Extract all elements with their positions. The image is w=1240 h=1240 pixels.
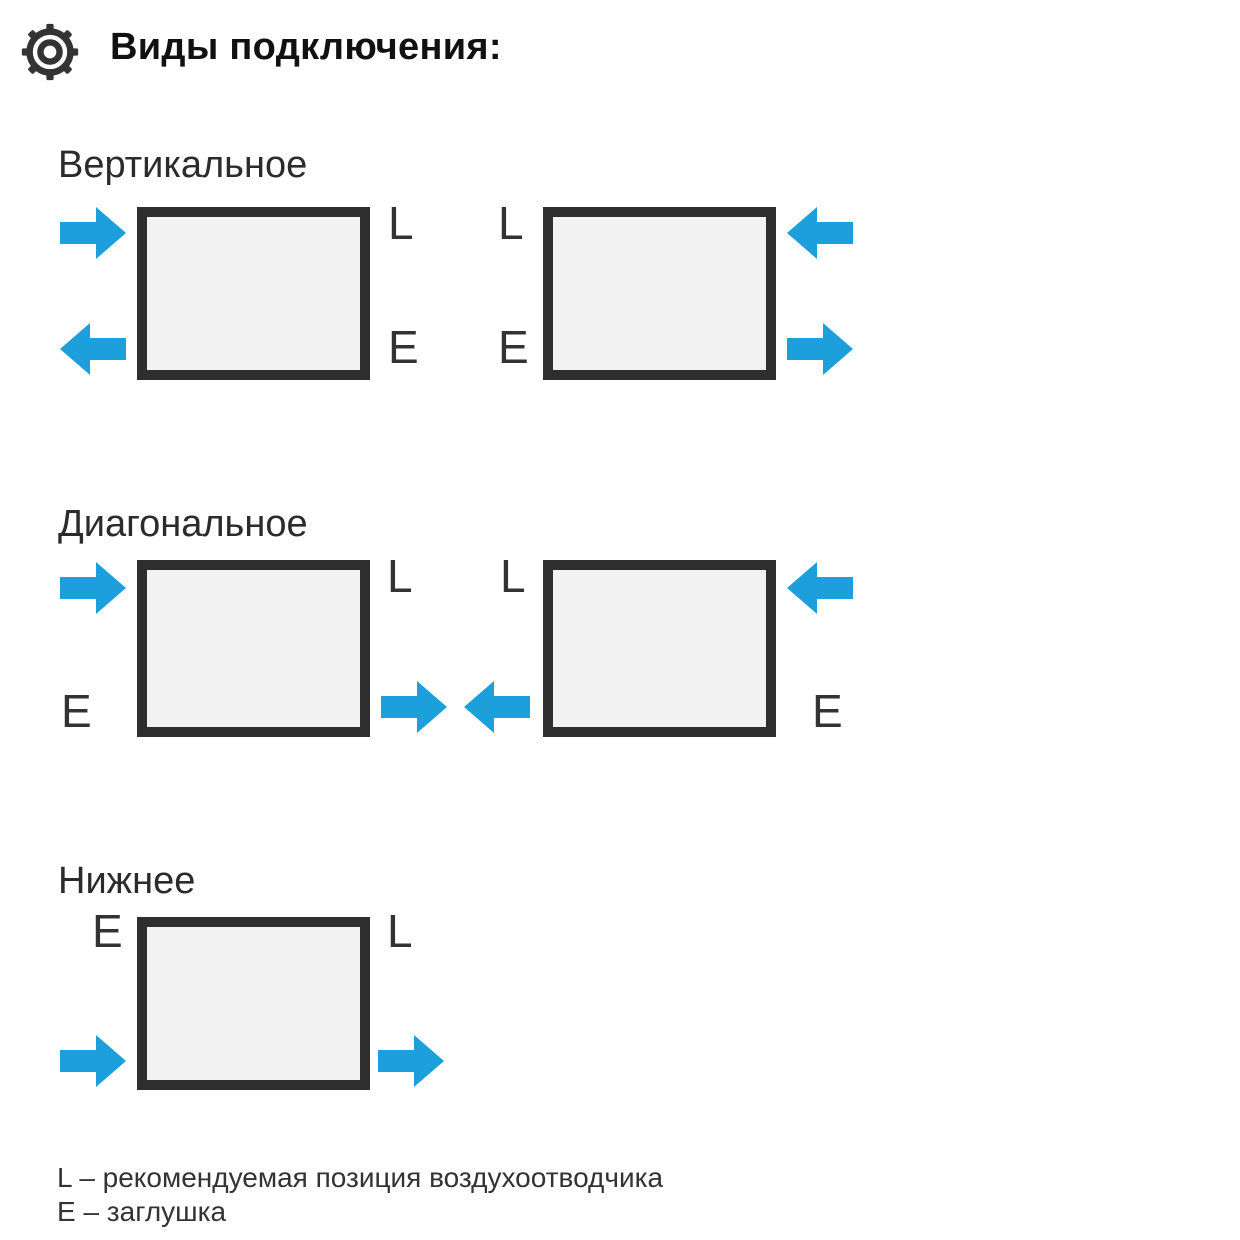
port-label-plug: E	[61, 685, 92, 737]
radiator-box	[543, 207, 776, 380]
flow-out-arrow-icon	[378, 1035, 444, 1087]
section-heading-diagonal: Диагональное	[58, 503, 308, 545]
radiator-box	[137, 207, 370, 380]
flow-out-arrow-icon	[464, 681, 530, 733]
section-heading-bottom: Нижнее	[58, 860, 196, 902]
port-label-air-vent: L	[387, 905, 413, 957]
flow-in-arrow-icon	[60, 562, 126, 614]
port-label-plug: E	[92, 905, 123, 957]
port-label-air-vent: L	[387, 550, 413, 602]
radiator-box	[137, 917, 370, 1090]
port-label-air-vent: L	[388, 197, 414, 249]
flow-in-arrow-icon	[60, 1035, 126, 1087]
flow-in-arrow-icon	[787, 562, 853, 614]
port-label-air-vent: L	[498, 197, 524, 249]
radiator-box	[543, 560, 776, 737]
flow-in-arrow-icon	[787, 207, 853, 259]
legend	[57, 1161, 663, 1229]
port-label-plug: E	[812, 685, 843, 737]
page-title: Виды подключения:	[110, 26, 502, 68]
flow-out-arrow-icon	[381, 681, 447, 733]
gear-icon	[19, 21, 81, 83]
legend-line-air-vent: L – рекомендуемая позиция воздухоотводчика	[57, 1162, 664, 1193]
port-label-plug: E	[388, 321, 419, 373]
port-label-air-vent: L	[500, 550, 526, 602]
section-heading-vertical: Вертикальное	[58, 144, 308, 186]
flow-in-arrow-icon	[60, 207, 126, 259]
legend-line-plug: E – заглушка	[57, 1196, 227, 1227]
flow-out-arrow-icon	[60, 323, 126, 375]
radiator-box	[137, 560, 370, 737]
port-label-plug: E	[498, 321, 529, 373]
flow-out-arrow-icon	[787, 323, 853, 375]
